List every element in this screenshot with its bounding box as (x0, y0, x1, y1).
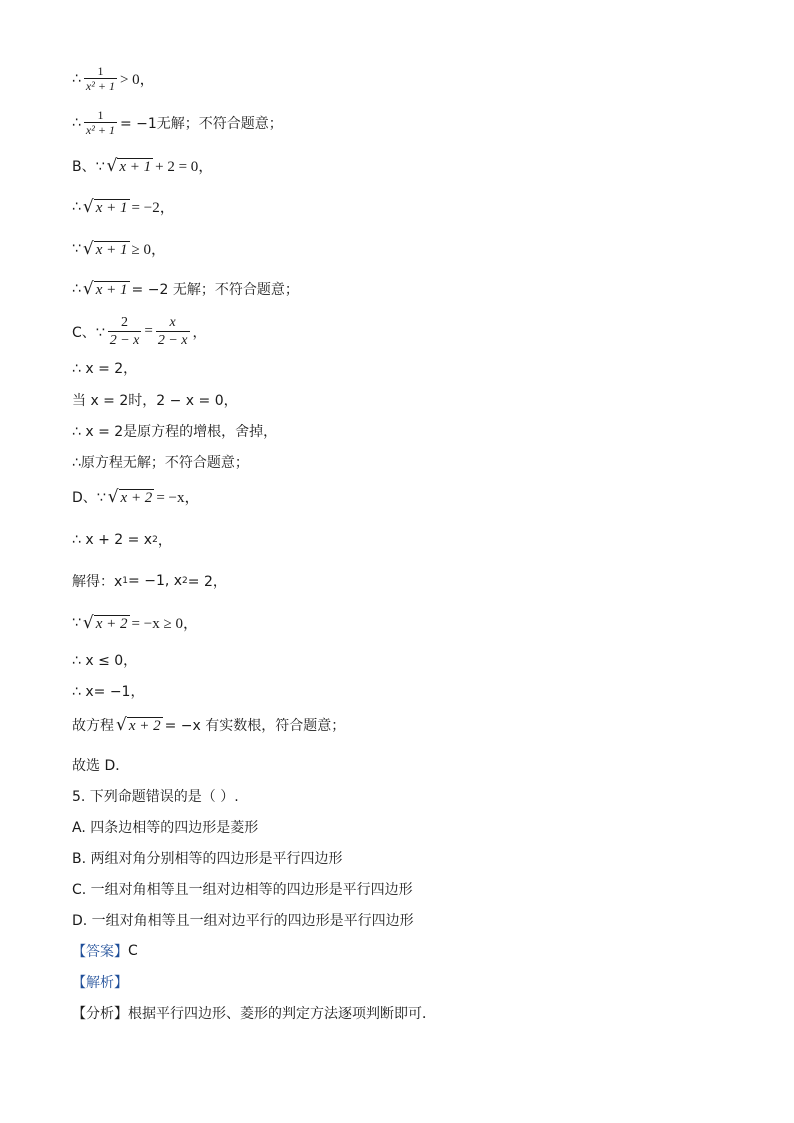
square-root (83, 280, 130, 298)
solution-line-16: ∴ x ≤ 0， (72, 653, 138, 669)
solution-line-13 (72, 530, 172, 550)
expression-tail: ， (157, 533, 172, 549)
expression-tail: = −x 有实数根，符合题意； (164, 718, 346, 734)
expression-middle: = −1, x (128, 573, 183, 589)
radicand: x + 1 (95, 241, 128, 258)
fraction-left (108, 314, 142, 349)
line-prefix: ∴ (72, 281, 81, 297)
solution-line-14 (72, 571, 227, 591)
line-prefix: 解得：x (72, 574, 123, 590)
expression-tail: > 0， (119, 72, 155, 88)
square-root (107, 157, 154, 175)
therefore-symbol: ∴ (72, 70, 81, 87)
radical-sign: √ (116, 715, 127, 735)
subscript-2: 2 (182, 576, 188, 586)
fraction-numerator: 2 (121, 315, 129, 330)
expression-tail: + 2 = 0， (155, 159, 214, 175)
equals-sign: = (144, 323, 153, 339)
square-root (108, 488, 155, 506)
fraction-numerator: x (169, 315, 176, 330)
question-5-stem: 5. 下列命题错误的是（ ）. (72, 789, 239, 805)
fenxi-text: 根据平行四边形、菱形的判定方法逐项判断即可． (128, 1006, 436, 1022)
fraction-denominator: x² + 1 (85, 79, 115, 93)
radical-sign: √ (82, 279, 94, 299)
expression-tail: = −x， (156, 490, 200, 506)
expression-tail: ≥ 0， (131, 242, 167, 258)
radical-sign: √ (82, 612, 94, 633)
solution-conclusion: 故选 D． (72, 758, 130, 774)
solution-line-15 (72, 612, 198, 633)
fraction-denominator: x² + 1 (85, 123, 115, 137)
expression-tail: = 2， (187, 574, 227, 590)
radicand: x + 1 (95, 282, 128, 298)
answer-value: C (128, 943, 138, 959)
solution-line-17: ∴ x= −1， (72, 684, 145, 700)
fraction-numerator: 1 (97, 64, 104, 78)
exponent: 2 (152, 535, 158, 545)
fraction-denominator: 2 − x (157, 333, 188, 348)
radical-sign: √ (106, 155, 118, 176)
line-prefix: D、∵ (72, 489, 106, 506)
fraction-denominator: 2 − x (109, 333, 140, 348)
option-d: D. 一组对角相等且一组对边平行的四边形是平行四边形 (72, 913, 414, 929)
fraction (84, 108, 117, 137)
fenxi-line (72, 1003, 436, 1023)
solution-line-10: ∴ x = 2是原方程的增根，舍掉， (72, 424, 278, 440)
solution-line-6 (72, 279, 299, 299)
square-root (83, 240, 130, 258)
analysis-tag: 【解析】 (72, 975, 128, 991)
analysis-line (72, 972, 128, 992)
radical-sign: √ (107, 486, 119, 507)
square-root (83, 198, 130, 216)
solution-line-3 (72, 155, 213, 176)
expression-tail: = −2 无解；不符合题意； (131, 282, 299, 298)
solution-line-4 (72, 196, 175, 217)
solution-line-2 (72, 108, 283, 137)
solution-line-5 (72, 238, 166, 259)
line-prefix: ∵ (72, 614, 81, 631)
radical-sign: √ (82, 196, 94, 217)
solution-line-11: ∴原方程无解；不符合题意； (72, 455, 249, 471)
expression-tail: = −2， (131, 200, 175, 216)
solution-line-1 (72, 64, 155, 93)
radicand: x + 2 (128, 718, 161, 734)
line-prefix: 故方程 (72, 718, 114, 734)
option-b: B. 两组对角分别相等的四边形是平行四边形 (72, 851, 343, 867)
square-root (83, 614, 130, 632)
expression-tail: ， (192, 324, 207, 341)
fraction-right (156, 314, 190, 349)
fraction-numerator: 1 (97, 108, 104, 122)
option-c: C. 一组对角相等且一组对边相等的四边形是平行四边形 (72, 882, 413, 898)
expression-tail: = −1无解；不符合题意； (119, 115, 283, 132)
therefore-symbol: ∴ (72, 114, 81, 131)
radicand: x + 2 (120, 489, 153, 506)
radicand: x + 1 (119, 158, 152, 175)
square-root (116, 716, 163, 734)
line-prefix: ∵ (72, 240, 81, 257)
radical-sign: √ (82, 238, 94, 259)
expression-tail: = −x ≥ 0， (131, 616, 198, 632)
fraction (84, 64, 117, 93)
line-prefix: C、∵ (72, 324, 105, 341)
solution-line-7 (72, 314, 207, 349)
line-prefix: B、∵ (72, 158, 105, 175)
radicand: x + 2 (95, 615, 128, 632)
solution-line-12 (72, 486, 199, 507)
solution-line-18 (72, 715, 345, 735)
option-a: A. 四条边相等的四边形是菱形 (72, 820, 259, 836)
answer-tag: 【答案】 (72, 944, 128, 960)
answer-line (72, 941, 138, 961)
subscript-1: 1 (122, 576, 129, 586)
solution-line-8: ∴ x = 2， (72, 361, 138, 377)
fenxi-tag: 【分析】 (72, 1006, 128, 1022)
line-prefix: ∴ (72, 198, 81, 215)
solution-line-9: 当 x = 2时，2 − x = 0， (72, 393, 238, 409)
radicand: x + 1 (95, 199, 128, 216)
line-prefix: ∴ x + 2 = x (72, 532, 153, 548)
